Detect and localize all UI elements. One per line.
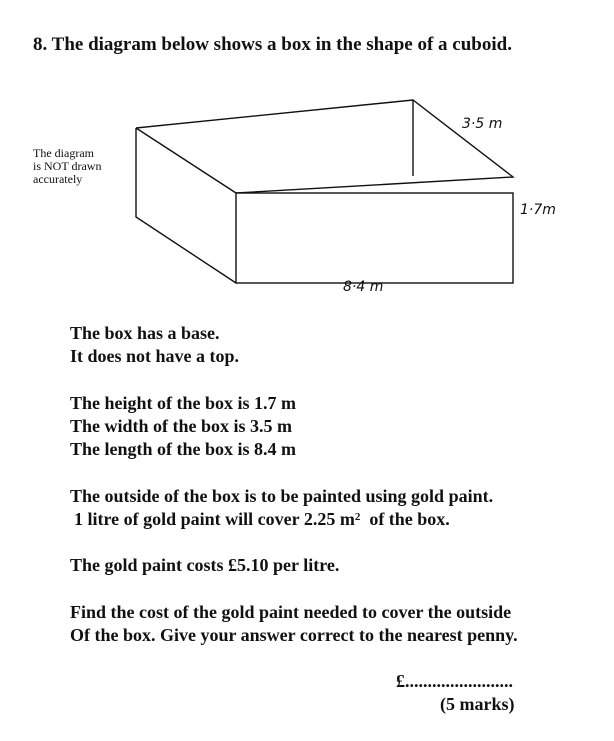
coverage-text: 1 litre of gold paint will cover 2.25 m xyxy=(74,509,355,529)
paint-line-1: The outside of the box is to be painted using gold paint. xyxy=(70,486,494,506)
height-label: 1·7m xyxy=(520,202,556,218)
cuboid-edges xyxy=(136,100,513,283)
paint-line-2 xyxy=(70,508,493,531)
diagram-note-line: accurately xyxy=(33,172,83,186)
base-statement: The box has a base. xyxy=(70,323,220,343)
top-statement: It does not have a top. xyxy=(70,346,240,366)
question-title: 8. The diagram below shows a box in the shape of a cuboid. xyxy=(33,34,512,55)
cuboid-left-face xyxy=(136,128,236,283)
cuboid-top-edges xyxy=(136,100,513,193)
base-statements xyxy=(70,322,239,368)
width-label: 3·5 m xyxy=(462,116,503,132)
height-statement: The height of the box is 1.7 m xyxy=(70,393,297,413)
task-line-1: Find the cost of the gold paint needed to cover the outside xyxy=(70,602,512,622)
answer-line[interactable]: £........................ xyxy=(396,671,513,691)
task xyxy=(70,601,518,647)
cost-statement: The gold paint costs £5.10 per litre. xyxy=(70,555,340,575)
marks-label: (5 marks) xyxy=(440,694,515,714)
length-label: 8·4 m xyxy=(343,279,384,295)
diagram-note-line: is NOT drawn xyxy=(33,159,102,173)
length-statement: The length of the box is 8.4 m xyxy=(70,439,297,459)
cuboid-diagram xyxy=(0,0,614,320)
width-statement: The width of the box is 3.5 m xyxy=(70,416,293,436)
exponent: 2 xyxy=(354,511,361,523)
cuboid-front-face xyxy=(236,193,513,283)
coverage-suffix: of the box. xyxy=(369,509,450,529)
paint-statements xyxy=(70,485,493,531)
dimension-statements xyxy=(70,392,296,461)
task-line-2: Of the box. Give your answer correct to the nearest penny. xyxy=(70,625,518,645)
diagram-note-line: The diagram xyxy=(33,146,94,160)
